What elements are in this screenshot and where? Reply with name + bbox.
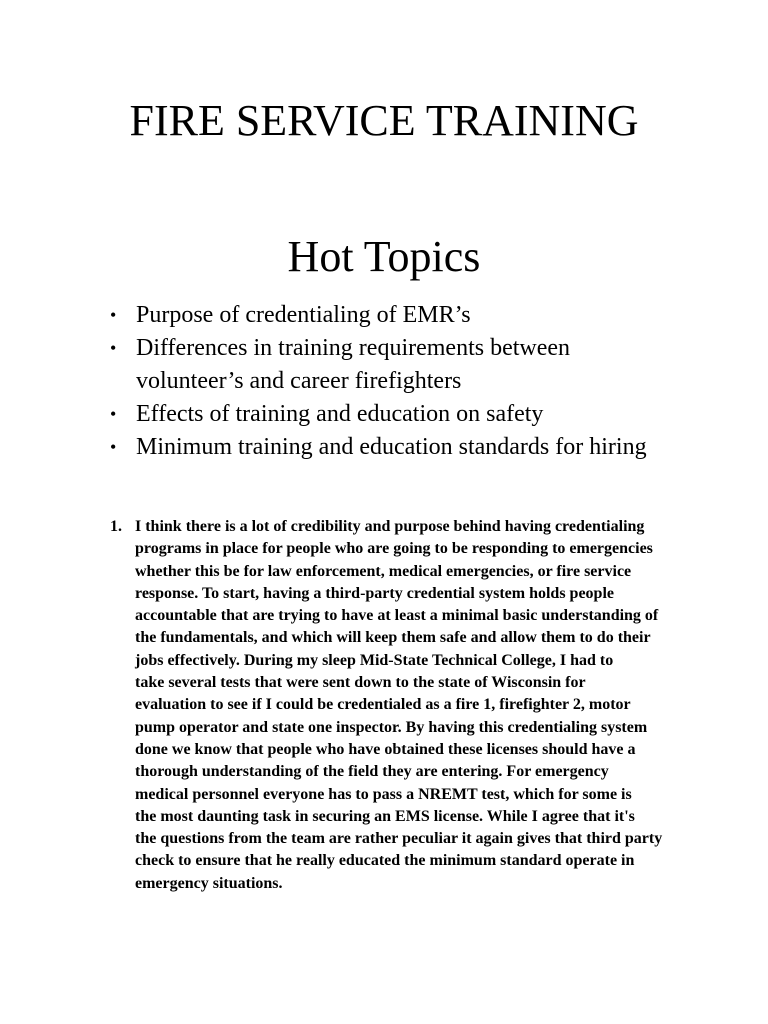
document-title: FIRE SERVICE TRAINING: [129, 96, 639, 145]
section-title-hot-topics: Hot Topics: [287, 232, 481, 281]
topic-item: [110, 332, 730, 398]
answers-list: [110, 516, 670, 895]
bullet-icon: •: [110, 437, 117, 457]
topic-item: [110, 398, 730, 431]
answer-text-line: accountable that are trying to have at least a minimal basic understanding of: [135, 607, 659, 625]
topic-item: [110, 431, 730, 464]
bullet-icon: •: [110, 404, 117, 424]
topic-text-line: volunteer’s and career firefighters: [136, 368, 462, 394]
answer-text-line: whether this be for law enforcement, medical emergencies, or fire service: [135, 562, 632, 580]
answer-text-line: medical personnel everyone has to pass a NREMT test, which for some is: [135, 785, 632, 803]
topic-item: [110, 299, 730, 332]
answer-text-line: I think there is a lot of credibility and purpose behind having credentialing: [135, 518, 645, 535]
answer-item: [110, 516, 670, 895]
answer-text-line: the most daunting task in securing an EMS license. While I agree that it's: [135, 807, 635, 825]
answer-text-line: pump operator and state one inspector. By having this credentialing system: [135, 718, 648, 736]
bullet-icon: •: [110, 305, 117, 325]
answer-text-line: emergency situations.: [135, 874, 283, 892]
hot-topics-list: [110, 299, 730, 464]
answer-text-line: the fundamentals, and which will keep them safe and allow them to do their: [135, 629, 651, 647]
topic-text-line: Effects of training and education on safety: [136, 401, 544, 427]
answer-text-line: check to ensure that he really educated the minimum standard operate in: [135, 852, 635, 870]
topic-text-line: Minimum training and education standards for hiring: [136, 434, 647, 460]
answer-text-line: done we know that people who have obtained these licenses should have a: [135, 740, 636, 758]
answer-text-line: take several tests that were sent down to the state of Wisconsin for: [135, 674, 586, 692]
topic-text-line: Purpose of credentialing of EMR’s: [136, 302, 471, 328]
bullet-icon: •: [110, 338, 117, 358]
answer-text-line: response. To start, having a third-party credential system holds people: [135, 584, 614, 602]
answer-text-line: thorough understanding of the field they are entering. For emergency: [135, 763, 609, 781]
topic-text-line: Differences in training requirements between: [136, 335, 571, 361]
answer-number: 1.: [110, 518, 122, 535]
answer-text-line: evaluation to see if I could be credentialed as a fire 1, firefighter 2, motor: [135, 696, 631, 714]
answer-text-line: the questions from the team are rather peculiar it again gives that third party: [135, 830, 663, 848]
answer-text-line: jobs effectively. During my sleep Mid-State Technical College, I had to: [135, 651, 614, 669]
answer-text-line: programs in place for people who are going to be responding to emergencies: [135, 540, 653, 558]
